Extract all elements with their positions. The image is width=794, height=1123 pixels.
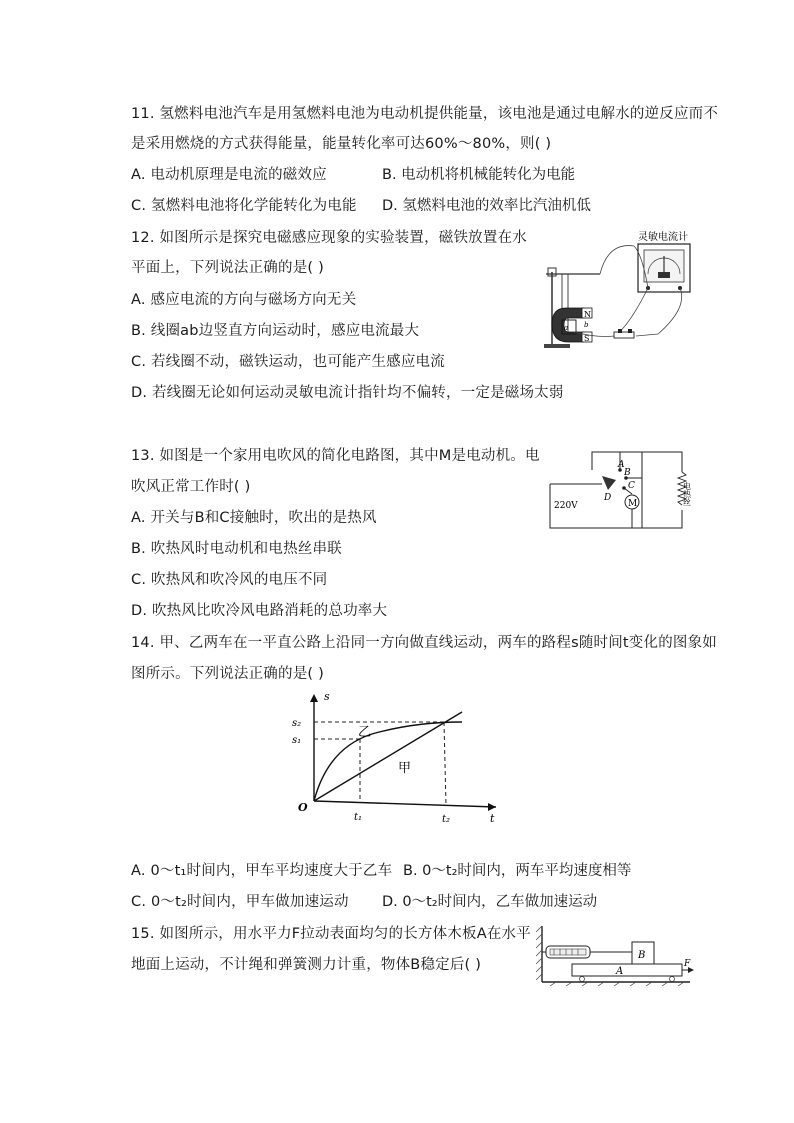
q15-figure-board-spring-scale: [536, 924, 696, 986]
q12-stem-line1: 12. 如图所示是探究电磁感应现象的实验装置，磁铁放置在水: [131, 230, 527, 246]
q12-option-b: B. 线圈ab边竖直方向运动时，感应电流最大: [131, 323, 420, 339]
series-yi-label: 乙: [358, 725, 372, 740]
heater-label: 电热丝: [682, 482, 692, 506]
switch-point-c: C: [628, 481, 635, 491]
switch-point-a: A: [618, 460, 625, 470]
q12-option-c: C. 若线圈不动，磁铁运动，也可能产生感应电流: [131, 354, 445, 370]
q13-figure-hairdryer-circuit: [546, 446, 696, 532]
magnet-n-label: N: [584, 310, 591, 319]
q14-option-c: C. 0～t₂时间内，甲车做加速运动: [131, 894, 349, 910]
q13-option-d: D. 吹热风比吹冷风电路消耗的总功率大: [131, 603, 388, 619]
q13-stem-line2: 吹风正常工作时( ): [131, 479, 251, 495]
q14-stem-line2: 图所示。下列说法正确的是( ): [131, 666, 324, 682]
switch-point-b: B: [624, 468, 631, 478]
origin-label: O: [298, 801, 308, 814]
q14-option-b: B. 0～t₂时间内，两车平均速度相等: [403, 863, 632, 879]
axis-s-label: s: [324, 690, 330, 703]
q11-stem-line2: 是采用燃烧的方式获得能量，能量转化率可达60%～80%，则( ): [131, 136, 552, 152]
q13-option-c: C. 吹热风和吹冷风的电压不同: [131, 572, 328, 588]
q11-option-d: D. 氢燃料电池的效率比汽油机低: [382, 198, 591, 214]
q14-option-d: D. 0～t₂时间内，乙车做加速运动: [382, 894, 598, 910]
switch-point-d: D: [604, 493, 612, 503]
t1-label: t₁: [354, 812, 363, 823]
block-b-label: B: [638, 950, 646, 961]
magnet-s-label: S: [584, 334, 590, 343]
s2-label: s₂: [292, 718, 302, 729]
q11-stem-line1: 11. 氢燃料电池汽车是用氢燃料电池为电动机提供能量，该电池是通过电解水的逆反应而不: [131, 106, 719, 122]
q12-figure-induction-apparatus: [538, 228, 694, 354]
axis-t-label: t: [490, 812, 495, 825]
q13-option-a: A. 开关与B和C接触时，吹出的是热风: [131, 510, 377, 526]
q14-figure-st-graph: [284, 688, 506, 826]
series-jia-label: 甲: [398, 761, 412, 776]
series-yi-curve: [314, 722, 462, 801]
force-f-label: F: [684, 959, 691, 969]
q13-option-b: B. 吹热风时电动机和电热丝串联: [131, 541, 342, 557]
q13-stem-line1: 13. 如图是一个家用电吹风的简化电路图，其中M是电动机。电: [131, 448, 540, 464]
q15-stem-line2: 地面上运动，不计绳和弹簧测力计重，物体B稳定后( ): [131, 957, 482, 973]
voltage-label: 220V: [554, 501, 578, 511]
q12-option-d: D. 若线圈无论如何运动灵敏电流计指针均不偏转，一定是磁场太弱: [131, 385, 564, 401]
coil-a-label: a: [564, 324, 569, 332]
board-a-label: A: [616, 966, 624, 977]
q12-stem-line2: 平面上，下列说法正确的是( ): [131, 260, 324, 276]
motor-label: M: [628, 499, 638, 509]
t2-label: t₂: [442, 814, 451, 825]
q11-option-c: C. 氢燃料电池将化学能转化为电能: [131, 198, 357, 214]
q12-option-a: A. 感应电流的方向与磁场方向无关: [131, 292, 357, 308]
q11-option-a: A. 电动机原理是电流的磁效应: [131, 167, 327, 183]
s1-label: s₁: [292, 735, 302, 746]
q14-stem-line1: 14. 甲、乙两车在一平直公路上沿同一方向做直线运动，两车的路程s随时间t变化的图象如: [131, 635, 718, 651]
q14-option-a: A. 0～t₁时间内，甲车平均速度大于乙车: [131, 863, 393, 879]
q11-option-b: B. 电动机将机械能转化为电能: [382, 167, 576, 183]
galvanometer-label: 灵敏电流计: [638, 232, 688, 243]
q15-stem-line1: 15. 如图所示，用水平力F拉动表面均匀的长方体木板A在水平: [131, 926, 531, 942]
coil-b-label: b: [584, 321, 589, 329]
